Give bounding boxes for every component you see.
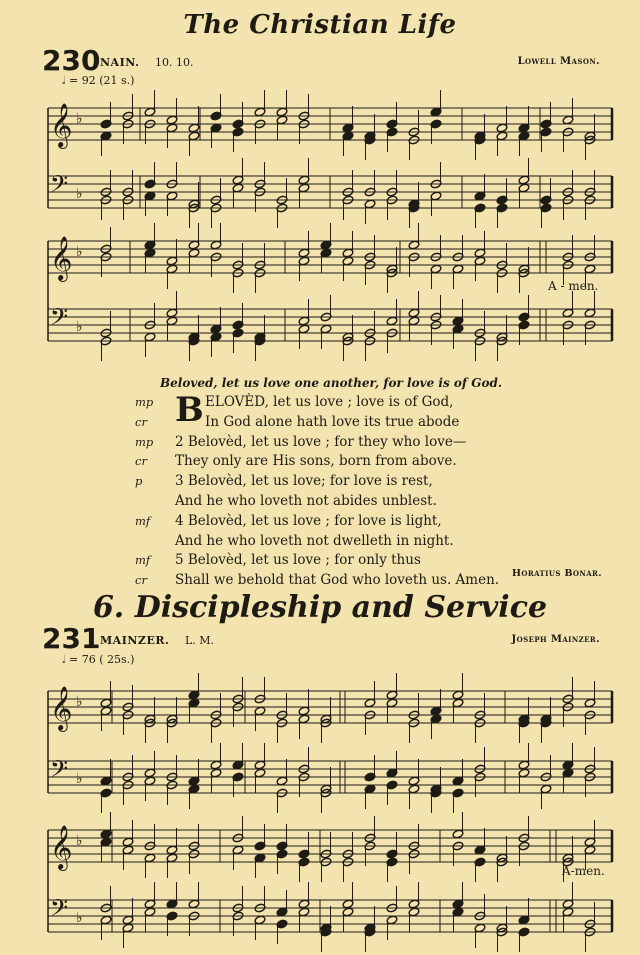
notes — [100, 812, 596, 882]
bass-staff — [48, 158, 612, 228]
verse-line: cr In God alone hath love its true abode — [135, 413, 460, 430]
bass-staff — [48, 882, 612, 952]
svg-text:♭: ♭ — [76, 771, 83, 787]
tune-name-nain: NAIN. — [100, 56, 140, 69]
section-title: 6. Discipleship and Service — [92, 590, 548, 625]
composer-230: Lowell Mason. — [517, 56, 600, 67]
bass-staff — [48, 743, 612, 813]
svg-text:♭: ♭ — [76, 694, 83, 710]
svg-text:♭: ♭ — [76, 910, 83, 926]
svg-text:♭: ♭ — [76, 186, 83, 202]
notes — [100, 223, 599, 293]
verse-line: mp ELOVÈD, let us love ; love is of God, — [135, 394, 454, 410]
verse-line: mf 4 Belovèd, let us love ; for love is light, — [135, 512, 442, 529]
svg-text:♭: ♭ — [76, 244, 83, 260]
verse-line: And he who loveth not abides unblest. — [175, 492, 437, 509]
svg-text:𝄞: 𝄞 — [50, 686, 73, 730]
notes — [100, 743, 596, 813]
tempo-230: 𝅗𝅥 = 92 (21 s.) — [62, 74, 135, 87]
notes — [100, 291, 596, 361]
svg-text:𝄢: 𝄢 — [50, 170, 69, 203]
verse-line: p 3 Belovèd, let us love; for love is rest, — [135, 473, 433, 490]
music-system-231-b — [0, 814, 640, 939]
svg-text:♭: ♭ — [76, 319, 83, 335]
svg-text:♭: ♭ — [76, 111, 83, 127]
composer-231: Joseph Mainzer. — [511, 634, 600, 645]
svg-text:♭: ♭ — [76, 833, 83, 849]
verse-line: mf 5 Belovèd, let us love ; for only thus — [135, 552, 421, 569]
bass-staff — [48, 291, 612, 361]
notes — [100, 673, 596, 743]
treble-staff — [48, 223, 612, 293]
verse-line: And he who loveth not dwelleth in night. — [175, 532, 454, 549]
music-system-230-b — [0, 225, 640, 345]
dropcap-b: B — [175, 390, 204, 430]
music-system-231-a — [0, 675, 640, 800]
svg-text:𝄞: 𝄞 — [50, 825, 73, 869]
tempo-231: 𝅗𝅥 = 76 ( 25s.) — [62, 653, 135, 666]
music-system-230-a — [0, 92, 640, 212]
hymn-number-231: 231 — [42, 622, 101, 655]
svg-text:𝄢: 𝄢 — [50, 303, 69, 336]
svg-text:𝄞: 𝄞 — [50, 103, 73, 147]
epigraph-230: Beloved, let us love one another, for love is of God. — [160, 376, 503, 390]
verse-line: cr Shall we behold that God who loveth us. Amen. — [135, 572, 500, 589]
notes — [100, 90, 596, 160]
notes — [100, 882, 596, 952]
verse-line: cr They only are His sons, born from above. — [135, 453, 457, 470]
meter-231: L. M. — [185, 634, 215, 647]
treble-staff — [48, 90, 612, 160]
amen-231: A-men. — [562, 864, 605, 878]
svg-text:𝄞: 𝄞 — [50, 236, 73, 280]
meter-230: 10. 10. — [155, 56, 194, 69]
treble-staff — [48, 812, 612, 882]
tune-name-mainzer: MAINZER. — [100, 634, 170, 647]
author-230: Horatius Bonar. — [512, 568, 602, 579]
treble-staff — [48, 673, 612, 743]
amen-230: A - men. — [548, 279, 599, 293]
svg-text:𝄢: 𝄢 — [50, 894, 69, 927]
verse-line: mp 2 Belovèd, let us love ; for they who love— — [135, 433, 467, 450]
svg-text:𝄢: 𝄢 — [50, 755, 69, 788]
page-header: The Christian Life — [183, 10, 457, 40]
verses-230 — [135, 390, 605, 591]
hymn-number-230: 230 — [42, 44, 101, 77]
notes — [100, 158, 596, 228]
